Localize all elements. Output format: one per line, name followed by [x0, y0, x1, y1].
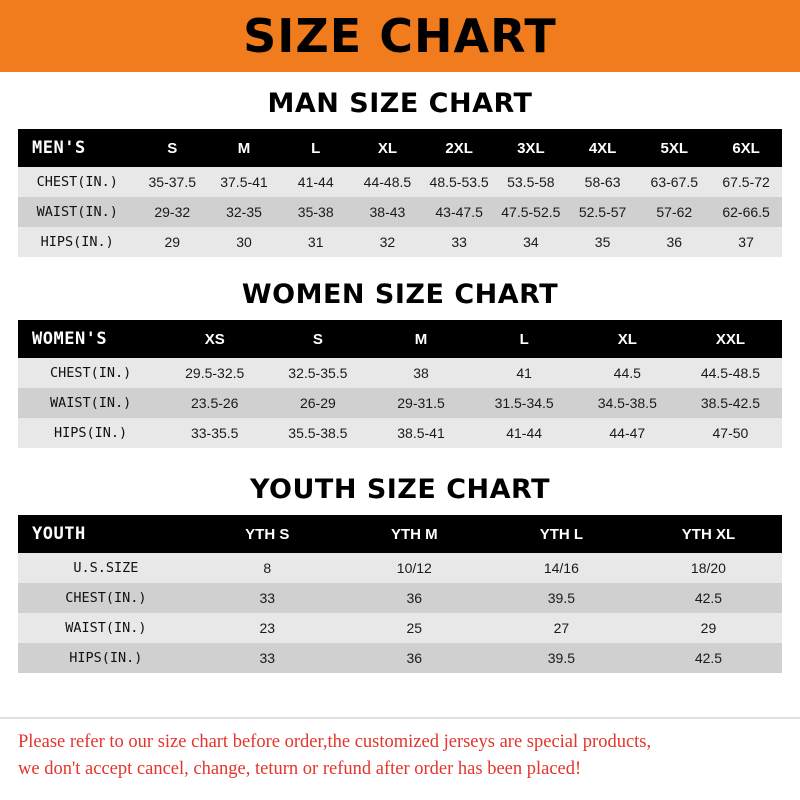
women-table-header [18, 320, 782, 358]
women-header-label: WOMEN'S [32, 329, 108, 349]
youth-waist-s: 23 [259, 620, 276, 636]
table-row [18, 197, 782, 227]
youth-size-xl: YTH XL [681, 525, 736, 543]
women-row-label-hips: HIPS(IN.) [54, 425, 128, 441]
man-row-label-chest: CHEST(IN.) [36, 174, 118, 190]
header-banner [0, 0, 800, 72]
youth-chest-m: 36 [406, 590, 423, 606]
man-header-label: MEN'S [32, 138, 86, 158]
man-waist-2xl: 43-47.5 [435, 204, 483, 220]
women-hips-m: 38.5-41 [397, 425, 445, 441]
youth-table-body [18, 553, 782, 673]
women-size-xl: XL [617, 330, 637, 348]
man-hips-5xl: 36 [666, 234, 683, 250]
youth-size-m: YTH M [390, 525, 438, 543]
man-waist-5xl: 57-62 [656, 204, 693, 220]
youth-chest-xl: 42.5 [694, 590, 723, 606]
table-row [18, 418, 782, 448]
man-chest-s: 35-37.5 [148, 174, 196, 190]
youth-chest-s: 33 [259, 590, 276, 606]
women-row-label-chest: CHEST(IN.) [49, 365, 132, 381]
table-row [18, 227, 782, 257]
man-chest-5xl: 63-67.5 [650, 174, 699, 190]
youth-size-l: YTH L [539, 525, 584, 543]
table-row [18, 613, 782, 643]
women-waist-xl: 34.5-38.5 [597, 395, 657, 411]
man-header-row [18, 129, 782, 167]
youth-row-label-ussize: U.S.SIZE [73, 560, 139, 576]
women-waist-xxl: 38.5-42.5 [700, 395, 761, 411]
man-size-s: S [167, 139, 178, 157]
women-size-table [18, 320, 782, 448]
youth-ussize-m: 10/12 [396, 560, 432, 576]
table-row [18, 553, 782, 583]
women-size-m: M [414, 330, 428, 348]
women-table-body [18, 358, 782, 448]
youth-hips-xl: 42.5 [694, 650, 723, 666]
man-waist-xl: 38-43 [369, 204, 406, 220]
youth-ussize-s: 8 [263, 560, 272, 576]
youth-row-label-waist: WAIST(IN.) [65, 620, 147, 636]
youth-waist-l: 27 [553, 620, 570, 636]
man-waist-l: 35-38 [297, 204, 334, 220]
youth-size-s: YTH S [245, 525, 290, 543]
man-table-header [18, 129, 782, 167]
youth-row-label-hips: HIPS(IN.) [69, 650, 143, 666]
youth-chest-l: 39.5 [547, 590, 575, 606]
youth-hips-m: 36 [406, 650, 423, 666]
women-header-row [18, 320, 782, 358]
women-waist-l: 31.5-34.5 [494, 395, 554, 411]
women-chest-xxl: 44.5-48.5 [700, 365, 761, 381]
women-hips-xl: 44-47 [609, 425, 646, 441]
youth-section-title: YOUTH SIZE CHART [249, 474, 551, 505]
man-size-5xl: 5XL [660, 139, 689, 157]
women-chest-s: 32.5-35.5 [288, 365, 348, 381]
man-waist-3xl: 47.5-52.5 [501, 204, 561, 220]
women-waist-s: 26-29 [299, 395, 336, 411]
youth-ussize-xl: 18/20 [690, 560, 726, 576]
man-table-body [18, 167, 782, 257]
women-hips-s: 35.5-38.5 [288, 425, 348, 441]
footer-line-1: Please refer to our size chart before order,the customized jerseys are special products, [18, 731, 652, 752]
man-chest-2xl: 48.5-53.5 [429, 174, 489, 190]
women-size-s: S [312, 330, 323, 348]
man-row-label-hips: HIPS(IN.) [40, 234, 114, 250]
table-row [18, 358, 782, 388]
youth-size-table [18, 515, 782, 673]
youth-header-row [18, 515, 782, 553]
table-row [18, 583, 782, 613]
man-waist-6xl: 62-66.5 [722, 204, 770, 220]
man-size-xl: XL [377, 139, 397, 157]
women-waist-m: 29-31.5 [397, 395, 445, 411]
women-chest-xs: 29.5-32.5 [185, 365, 245, 381]
table-row [18, 388, 782, 418]
man-hips-s: 29 [164, 234, 181, 250]
man-hips-l: 31 [307, 234, 324, 250]
women-size-l: L [519, 330, 529, 348]
man-size-6xl: 6XL [732, 139, 760, 157]
table-row [18, 643, 782, 673]
man-size-l: L [311, 139, 321, 157]
youth-row-label-chest: CHEST(IN.) [65, 590, 147, 606]
man-hips-m: 30 [236, 234, 252, 250]
women-hips-xxl: 47-50 [712, 425, 749, 441]
man-waist-m: 32-35 [226, 204, 262, 220]
man-chest-4xl: 58-63 [584, 174, 621, 190]
man-chest-xl: 44-48.5 [363, 174, 412, 190]
youth-header-label: YOUTH [32, 524, 86, 544]
man-chest-m: 37.5-41 [220, 174, 268, 190]
women-size-xs: XS [204, 330, 225, 348]
man-section-title: MAN SIZE CHART [267, 88, 533, 119]
youth-hips-s: 33 [259, 650, 276, 666]
man-hips-6xl: 37 [738, 234, 754, 250]
man-size-3xl: 3XL [517, 139, 545, 157]
women-hips-l: 41-44 [506, 425, 543, 441]
man-size-4xl: 4XL [588, 139, 617, 157]
youth-waist-xl: 29 [700, 620, 717, 636]
youth-ussize-l: 14/16 [543, 560, 579, 576]
women-chest-m: 38 [413, 365, 429, 381]
women-chest-l: 41 [516, 365, 532, 381]
man-hips-2xl: 33 [451, 234, 467, 250]
man-size-2xl: 2XL [445, 139, 473, 157]
women-section-title: WOMEN SIZE CHART [241, 279, 559, 310]
man-hips-xl: 32 [379, 234, 396, 250]
women-hips-xs: 33-35.5 [190, 425, 239, 441]
man-hips-4xl: 35 [594, 234, 611, 250]
man-chest-3xl: 53.5-58 [507, 174, 555, 190]
women-chest-xl: 44.5 [613, 365, 641, 381]
man-size-table [18, 129, 782, 257]
man-hips-3xl: 34 [523, 234, 539, 250]
women-row-label-waist: WAIST(IN.) [49, 395, 132, 411]
man-size-m: M [237, 139, 251, 157]
man-waist-s: 29-32 [154, 204, 191, 220]
page-title: SIZE CHART [243, 9, 557, 63]
youth-waist-m: 25 [406, 620, 423, 636]
table-row [18, 167, 782, 197]
women-waist-xs: 23.5-26 [190, 395, 239, 411]
man-waist-4xl: 52.5-57 [578, 204, 627, 220]
man-row-label-waist: WAIST(IN.) [36, 204, 118, 220]
footer-line-2: we don't accept cancel, change, teturn or refund after order has been placed! [18, 759, 582, 780]
youth-table-header [18, 515, 782, 553]
man-chest-l: 41-44 [297, 174, 334, 190]
chart-content [0, 72, 800, 717]
footer-disclaimer [0, 717, 800, 800]
youth-hips-l: 39.5 [547, 650, 575, 666]
man-chest-6xl: 67.5-72 [722, 174, 770, 190]
women-size-xxl: XXL [715, 330, 746, 348]
